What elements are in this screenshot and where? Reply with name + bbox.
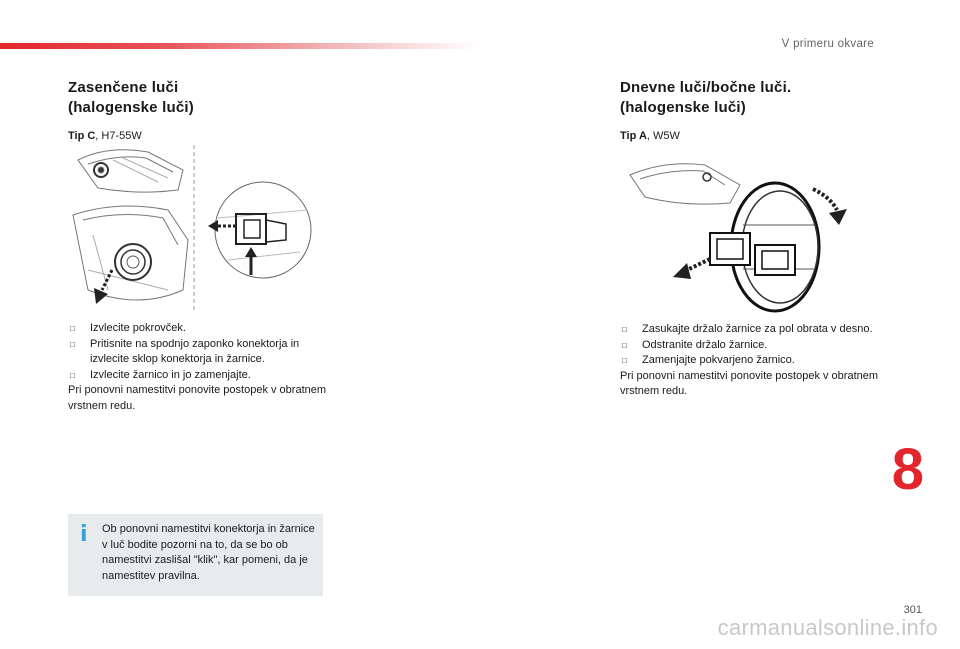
list-item: □ Izvlecite pokrovček. [68, 321, 330, 337]
chapter-number: 8 [891, 437, 924, 502]
chapter-title: V primeru okvare [781, 38, 874, 50]
checkbox-icon: □ [70, 370, 75, 380]
list-item: □ Pritisnite na spodnjo zaponko konektorja in izvlecite sklop konektorja in žarnice. [70, 337, 300, 365]
bulb-type: Tip A, W5W [620, 130, 680, 142]
header-accent-bar [0, 43, 480, 49]
checkbox-icon: □ [622, 356, 627, 365]
checkbox-icon: □ [622, 340, 627, 350]
page-number: 301 [903, 604, 922, 616]
watermark: carmanualsonline.info [717, 615, 938, 640]
list-item: □ Odstranite držalo žarnice. [620, 338, 882, 354]
daytime-light-illustration [625, 155, 855, 315]
list-item: □ Zasukajte držalo žarnice za pol obrata v desno. [620, 322, 882, 338]
list-item: □ Zamenjajte pokvarjeno žarnico. [620, 353, 882, 369]
list-item: □ Izvlecite žarnico in jo zamenjajte. [68, 368, 330, 384]
info-text: Ob ponovni namestitvi konektorja in žarnice v luč bodite pozorni na to, da se bo ob namestitvi zaslišal "klik", kar pomeni, da je namestitev pravilna. [102, 523, 315, 582]
checkbox-icon: □ [70, 339, 75, 349]
low-beam-illustration [68, 140, 318, 315]
bulb-type: Tip C, H7-55W [68, 130, 142, 142]
section-title: Zasenčene luči (halogenske luči) [68, 79, 194, 116]
section-low-beam [68, 78, 328, 142]
section-title: Dnevne luči/bočne luči. (halogenske luči) [620, 79, 792, 116]
info-box [68, 514, 323, 596]
low-beam-steps [68, 321, 330, 414]
checkbox-icon: □ [622, 325, 627, 334]
daytime-light-steps [620, 322, 882, 400]
reassembly-note: Pri ponovni namestitvi ponovite postopek v obratnem vrstnem redu. [68, 384, 327, 412]
checkbox-icon: □ [70, 324, 75, 333]
reassembly-note: Pri ponovni namestitvi ponovite postopek v obratnem vrstnem redu. [620, 369, 879, 397]
info-icon: i [80, 522, 88, 547]
section-daytime-lights [620, 78, 880, 142]
